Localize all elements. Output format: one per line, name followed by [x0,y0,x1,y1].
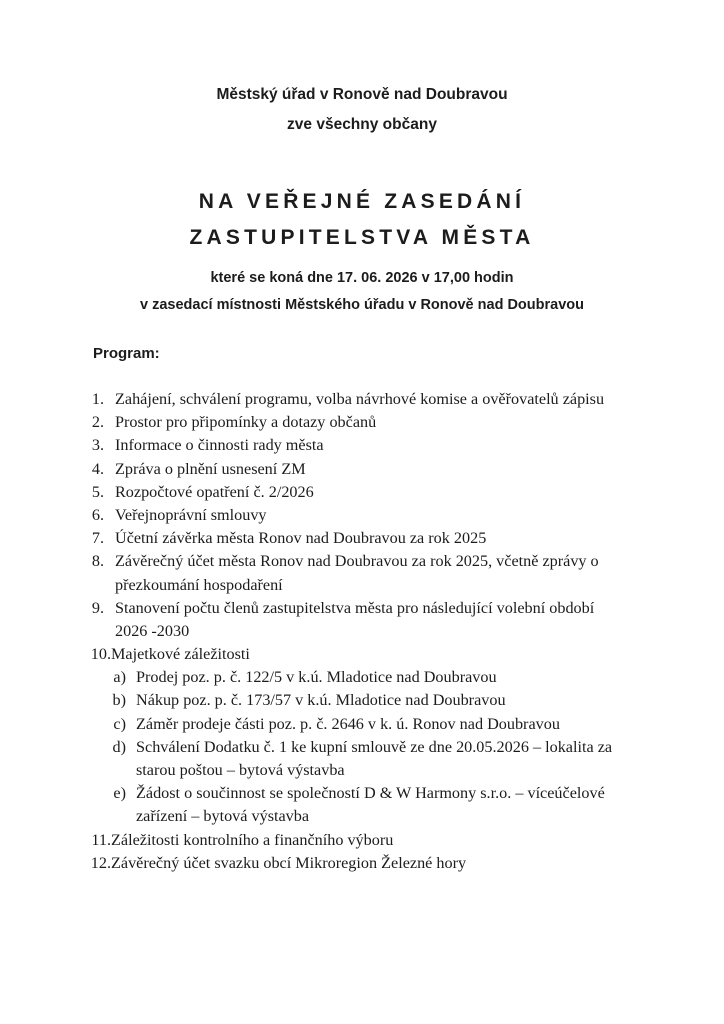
agenda-item-text: Veřejnoprávní smlouvy [115,505,267,524]
agenda-item [0,852,724,875]
agenda-item-text: Rozpočtové opatření č. 2/2026 [115,482,314,501]
agenda-item-text: Nákup poz. p. č. 173/57 v k.ú. Mladotice nad Doubravou [136,691,506,710]
meeting-place: v zasedací místnosti Městského úřadu v Ronově nad Doubravou [140,297,584,313]
agenda-item-text: přezkoumání hospodaření [115,575,283,594]
agenda-item-text: Závěrečný účet města Ronov nad Doubravou za rok 2025, včetně zprávy o [115,552,599,571]
agenda-item-text: Prostor pro připomínky a dotazy občanů [115,413,377,432]
document-title-line1: NA VEŘEJNÉ ZASEDÁNÍ [198,190,526,213]
issuer-heading: Městský úřad v Ronově nad Doubravou [216,86,508,103]
meeting-date: které se koná dne 17. 06. 2026 v 17,00 hodin [210,270,514,286]
agenda-item [0,527,724,550]
agenda-item-number: 10. [90,645,111,664]
agenda-subitem-letter: c) [113,714,126,733]
agenda-item-number: 2. [91,413,104,432]
agenda-subitem-letter: a) [113,668,126,687]
agenda-item-text: Informace o činnosti rady města [115,436,324,455]
agenda-item [0,759,724,782]
agenda-item-number: 6. [91,505,104,524]
agenda-item [0,666,724,689]
agenda-subitem-letter: e) [113,784,126,803]
agenda-item [0,458,724,481]
agenda-item-number: 3. [91,436,104,455]
agenda-item [0,434,724,457]
agenda-item [0,620,724,643]
agenda-item-text: Závěrečný účet svazku obcí Mikroregion Železné hory [111,853,467,872]
agenda-item-text: starou poštou – bytová výstavba [136,761,345,779]
agenda-item [0,713,724,736]
agenda-item-text: 2026 -2030 [115,621,190,640]
agenda-item-text: Záměr prodeje části poz. p. č. 2646 v k. ú. Ronov nad Doubravou [136,714,560,733]
agenda-item-text: Účetní závěrka města Ronov nad Doubravou za rok 2025 [115,529,487,548]
document-title-line2: ZASTUPITELSTVA MĚSTA [189,226,535,249]
agenda-item-text: Záležitosti kontrolního a finančního výboru [111,830,394,849]
agenda-item-text: Schválení Dodatku č. 1 ke kupní smlouvě ze dne 20.05.2026 – lokalita za [136,737,613,756]
agenda-item [0,388,724,411]
agenda-subitem-letter: b) [112,691,126,710]
agenda-item [0,805,724,828]
agenda-item [0,597,724,620]
agenda-item-number: 11. [91,830,111,849]
agenda-item-number: 5. [91,482,104,501]
agenda-item [0,504,724,527]
agenda-item [0,736,724,759]
invitation-line: zve všechny občany [287,116,437,133]
agenda-item-text: Žádost o součinnost se společností D & W Harmony s.r.o. – víceúčelové [136,784,605,803]
agenda-item [0,481,724,504]
agenda-item [0,643,724,666]
agenda-item-number: 9. [91,598,104,617]
agenda-item-text: Majetkové záležitosti [111,645,250,664]
agenda-item-number: 4. [91,459,104,478]
agenda-list [0,388,724,875]
agenda-item [0,782,724,805]
agenda-item-number: 7. [91,529,104,548]
agenda-item-text: Zpráva o plnění usnesení ZM [115,459,306,478]
agenda-item-text: Prodej poz. p. č. 122/5 v k.ú. Mladotice nad Doubravou [136,668,497,687]
agenda-subitem-letter: d) [112,737,126,756]
agenda-item [0,550,724,573]
agenda-item [0,689,724,712]
agenda-item-number: 1. [91,390,104,408]
program-label: Program: [93,345,160,362]
agenda-item [0,574,724,597]
agenda-item [0,829,724,852]
agenda-item-number: 8. [91,552,104,571]
agenda-item [0,411,724,434]
agenda-item-text: zařízení – bytová výstavba [136,807,310,826]
agenda-item-number: 12. [90,853,111,872]
agenda-item-text: Stanovení počtu členů zastupitelstva města pro následující volební období [115,598,595,617]
agenda-item-text: Zahájení, schválení programu, volba návrhové komise a ověřovatelů zápisu [115,390,605,408]
